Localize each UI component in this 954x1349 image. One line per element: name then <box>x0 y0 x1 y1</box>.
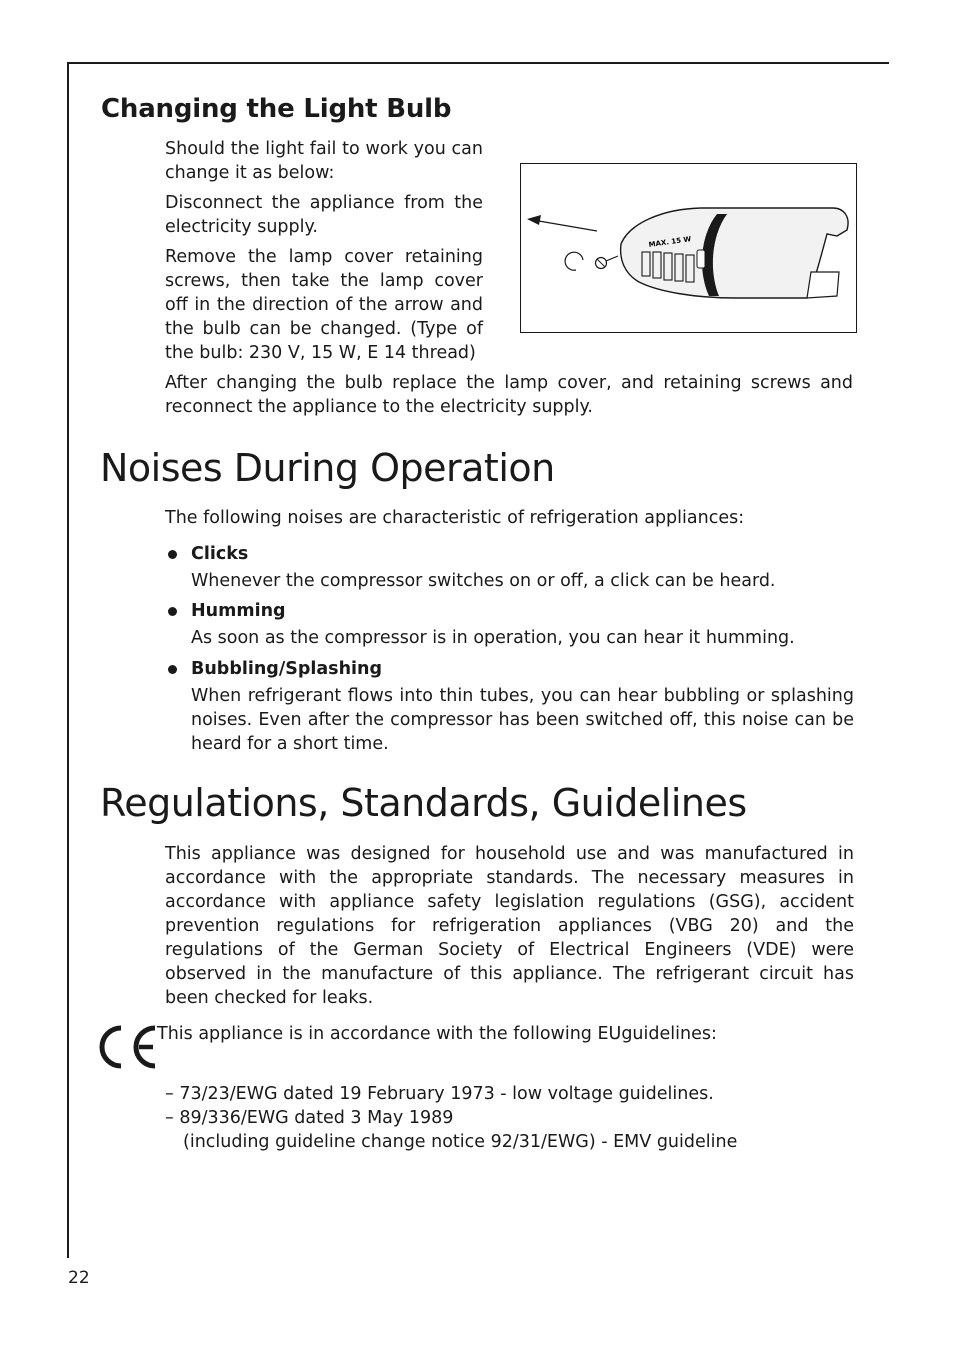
noise-item-text: As soon as the compressor is in operation, you can hear it humming. <box>191 628 795 648</box>
light-bulb-paragraph-2: Disconnect the appliance from the electricity supply. <box>165 193 483 237</box>
noise-item-title: Humming <box>191 601 286 621</box>
guideline-line-2: – 89/336/EWG dated 3 May 1989 <box>165 1108 454 1128</box>
noise-item-text: When refrigerant flows into thin tubes, you can hear bubbling or splashing noises. Even after the compressor has been switched off, this noise can be heard for a short time. <box>191 686 854 754</box>
noise-item-title: Clicks <box>191 544 249 564</box>
eu-guidelines-intro: This appliance is in accordance with the following EUguidelines: <box>157 1024 717 1044</box>
lamp-cover-illustration <box>520 163 857 333</box>
guideline-line-1: – 73/23/EWG dated 19 February 1973 - low voltage guidelines. <box>165 1084 714 1104</box>
bullet-icon <box>168 607 177 616</box>
noises-heading: Noises During Operation <box>100 446 555 490</box>
regulations-heading: Regulations, Standards, Guidelines <box>100 781 747 825</box>
ce-mark-icon <box>99 1022 161 1072</box>
page-frame-top-rule <box>67 62 889 64</box>
max-wattage-label: MAX. 15 W <box>648 235 692 249</box>
light-bulb-paragraph-1: Should the light fail to work you can change it as below: <box>165 139 483 183</box>
page-frame-left-rule <box>67 62 69 1258</box>
regulations-body: This appliance was designed for household use and was manufactured in accordance with the appropriate standards. The necessary measures in accordance with appliance safety legislation regulations (GSG), accident prevention regulations for refrigeration appliances (VBG 20) and the regulations of the German Society of Electrical Engineers (VDE) were observed in the manufacture of this appliance. The refrigerant circuit has been checked for leaks. <box>165 844 854 1008</box>
lamp-cover-drawing <box>521 164 855 331</box>
light-bulb-paragraph-3: Remove the lamp cover retaining screws, then take the lamp cover off in the direction of the arrow and the bulb can be changed. (Type of the bulb: 230 V, 15 W, E 14 thread) <box>165 247 483 363</box>
noise-item-title: Bubbling/Splashing <box>191 659 383 679</box>
bullet-icon <box>168 665 177 674</box>
noises-intro: The following noises are characteristic of refrigeration appliances: <box>165 508 745 528</box>
noise-item-text: Whenever the compressor switches on or off, a click can be heard. <box>191 571 776 591</box>
light-bulb-heading: Changing the Light Bulb <box>101 94 452 124</box>
light-bulb-paragraph-4: After changing the bulb replace the lamp cover, and retaining screws and reconnect the appliance to the electricity supply. <box>165 373 853 417</box>
bullet-icon <box>168 550 177 559</box>
guideline-line-3: (including guideline change notice 92/31/EWG) - EMV guideline <box>183 1132 738 1152</box>
page-number: 22 <box>68 1268 90 1288</box>
